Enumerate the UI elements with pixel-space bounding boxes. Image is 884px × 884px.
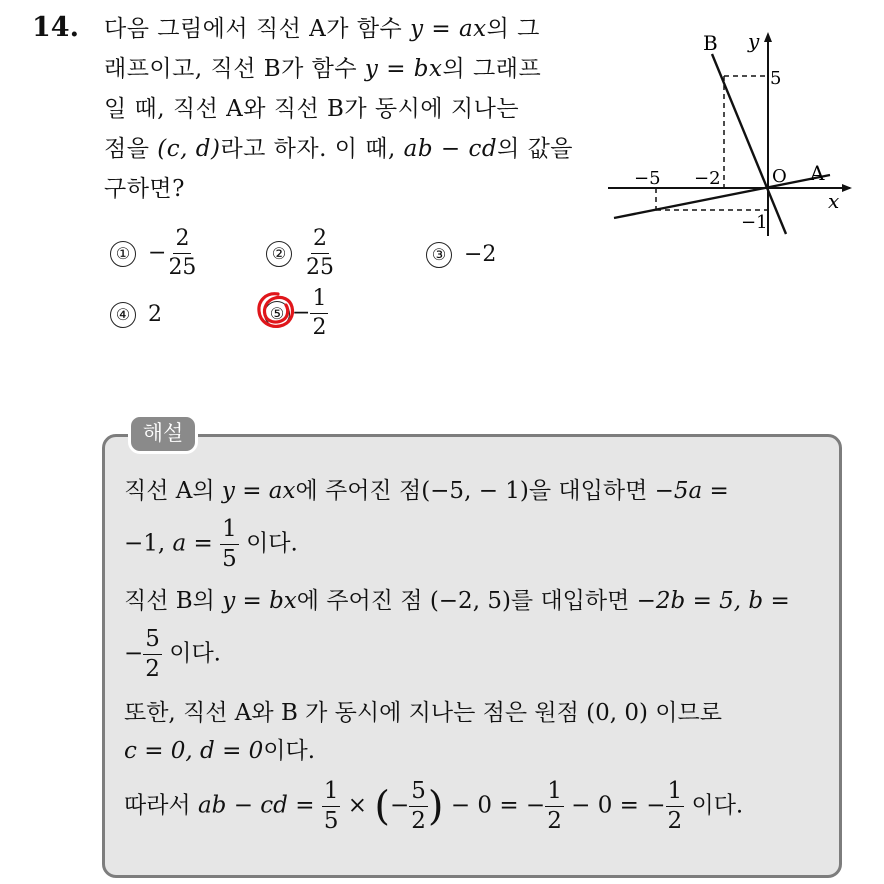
denominator: 2 xyxy=(312,315,327,340)
fraction xyxy=(143,628,162,681)
numerator: 5 xyxy=(409,780,428,807)
fraction xyxy=(409,780,428,833)
fraction xyxy=(304,228,336,279)
math: (−5, − 1) xyxy=(421,478,529,504)
red-circle-stroke xyxy=(259,294,293,327)
solution-line-2 xyxy=(124,518,298,571)
denominator: 5 xyxy=(323,808,339,834)
tick-y-neg1: −1 xyxy=(741,212,768,233)
solution-line-6 xyxy=(124,736,315,766)
fraction xyxy=(666,780,685,833)
text: 래프이고, 직선 B가 함수 xyxy=(104,56,365,82)
choice-3[interactable] xyxy=(426,242,496,268)
solution-line-1 xyxy=(124,476,729,506)
text: 따라서 xyxy=(124,792,198,819)
left-paren: ( xyxy=(374,783,390,830)
denominator: 25 xyxy=(168,255,197,280)
text: 라고 하자. 이 때, xyxy=(220,136,404,162)
denominator: 25 xyxy=(306,255,334,280)
text: 의 그 xyxy=(486,16,540,42)
text: 의 값을 xyxy=(497,136,574,162)
label-line-a: A xyxy=(810,161,825,185)
solution-line-4 xyxy=(124,628,221,681)
fraction xyxy=(322,780,341,833)
tick-y-5: 5 xyxy=(770,68,782,89)
question-number: 14. xyxy=(32,12,79,43)
choice-number: ⑤ xyxy=(264,301,290,327)
text: 의 그래프 xyxy=(442,56,542,82)
math: (−2, 5) xyxy=(429,588,511,614)
choice-4[interactable] xyxy=(110,302,162,328)
text: 구하면? xyxy=(104,176,185,202)
solution-line-5 xyxy=(124,698,722,728)
right-paren: ) xyxy=(427,783,444,830)
numerator: 1 xyxy=(220,518,239,545)
solution-tab: 해설 xyxy=(128,414,198,454)
math: y = ax xyxy=(221,478,296,504)
math: ab − cd xyxy=(403,136,498,162)
fraction xyxy=(166,228,198,279)
math: y = bx xyxy=(364,56,443,82)
choice-number: ④ xyxy=(110,302,136,328)
fraction xyxy=(545,780,564,833)
math: c = 0, d = 0 xyxy=(124,738,264,764)
math: − 0 = − xyxy=(450,792,546,819)
text: 에 주어진 점 xyxy=(295,478,422,504)
denominator: 2 xyxy=(667,808,683,834)
text: 직선 B의 xyxy=(124,588,223,614)
math: y = bx xyxy=(222,588,297,614)
text: −1, xyxy=(124,530,173,557)
text: 또한, 직선 A와 B 가 동시에 지나는 점은 원점 xyxy=(124,700,587,726)
question-line-1 xyxy=(104,14,540,44)
solution-line-3 xyxy=(124,586,790,616)
numerator: 2 xyxy=(173,228,191,254)
numerator: 1 xyxy=(545,780,564,807)
sign: − xyxy=(292,300,311,326)
label-line-b: B xyxy=(703,31,718,55)
text: 에 주어진 점 xyxy=(296,588,430,614)
choice-number: ③ xyxy=(426,242,452,268)
sign: − xyxy=(389,792,410,819)
denominator: 2 xyxy=(411,808,426,834)
text: 이다. xyxy=(684,792,744,819)
text: 직선 A의 xyxy=(124,478,222,504)
solution-line-7 xyxy=(124,780,743,833)
text: 이다. xyxy=(161,640,221,667)
y-axis-arrow xyxy=(764,32,772,42)
question-line-4 xyxy=(104,134,573,164)
fraction xyxy=(310,288,328,339)
text: 를 대입하면 xyxy=(510,588,637,614)
choice-2[interactable] xyxy=(266,228,336,279)
math: a = xyxy=(172,530,213,557)
math: −2b = 5, b = xyxy=(636,588,790,614)
numerator: 1 xyxy=(666,780,685,807)
tick-x-neg5: −5 xyxy=(634,168,661,189)
text: 을 대입하면 xyxy=(528,478,655,504)
math: (0, 0) xyxy=(586,700,648,726)
denominator: 5 xyxy=(222,546,237,572)
selected-answer-mark xyxy=(254,288,298,332)
math: − 0 = − xyxy=(563,792,666,819)
choice-value: 2 xyxy=(148,302,162,327)
math: (c, d) xyxy=(157,136,221,162)
text: 이므로 xyxy=(647,700,722,726)
denominator: 2 xyxy=(547,808,562,834)
tick-x-neg2: −2 xyxy=(694,168,721,189)
text: 이다. xyxy=(263,738,316,764)
fraction xyxy=(220,518,239,571)
choice-1[interactable] xyxy=(110,228,198,279)
sign: − xyxy=(148,240,167,266)
label-y-axis: y xyxy=(748,29,760,53)
math: y = ax xyxy=(410,16,487,42)
math: −5a = xyxy=(654,478,729,504)
sign: − xyxy=(124,640,144,667)
choice-value: −2 xyxy=(464,242,497,267)
math: ab − cd = xyxy=(197,792,315,819)
choice-number: ② xyxy=(266,241,292,267)
question-line-2 xyxy=(104,54,541,84)
label-x-axis: x xyxy=(828,189,840,213)
text: 점을 xyxy=(104,136,158,162)
numerator: 1 xyxy=(322,780,341,807)
numerator: 1 xyxy=(310,288,328,314)
numerator: 2 xyxy=(311,228,329,254)
x-axis-arrow xyxy=(842,184,852,192)
text: 이다. xyxy=(238,530,298,557)
graph xyxy=(600,22,860,242)
text: 다음 그림에서 직선 A가 함수 xyxy=(104,16,411,42)
text: 일 때, 직선 A와 직선 B가 동시에 지나는 xyxy=(104,96,520,122)
times-sign: × xyxy=(347,792,368,819)
choice-number: ① xyxy=(110,241,136,267)
denominator: 2 xyxy=(145,656,160,682)
numerator: 5 xyxy=(143,628,162,655)
question-line-5 xyxy=(104,174,185,204)
question-line-3 xyxy=(104,94,519,124)
label-origin: O xyxy=(772,166,787,187)
